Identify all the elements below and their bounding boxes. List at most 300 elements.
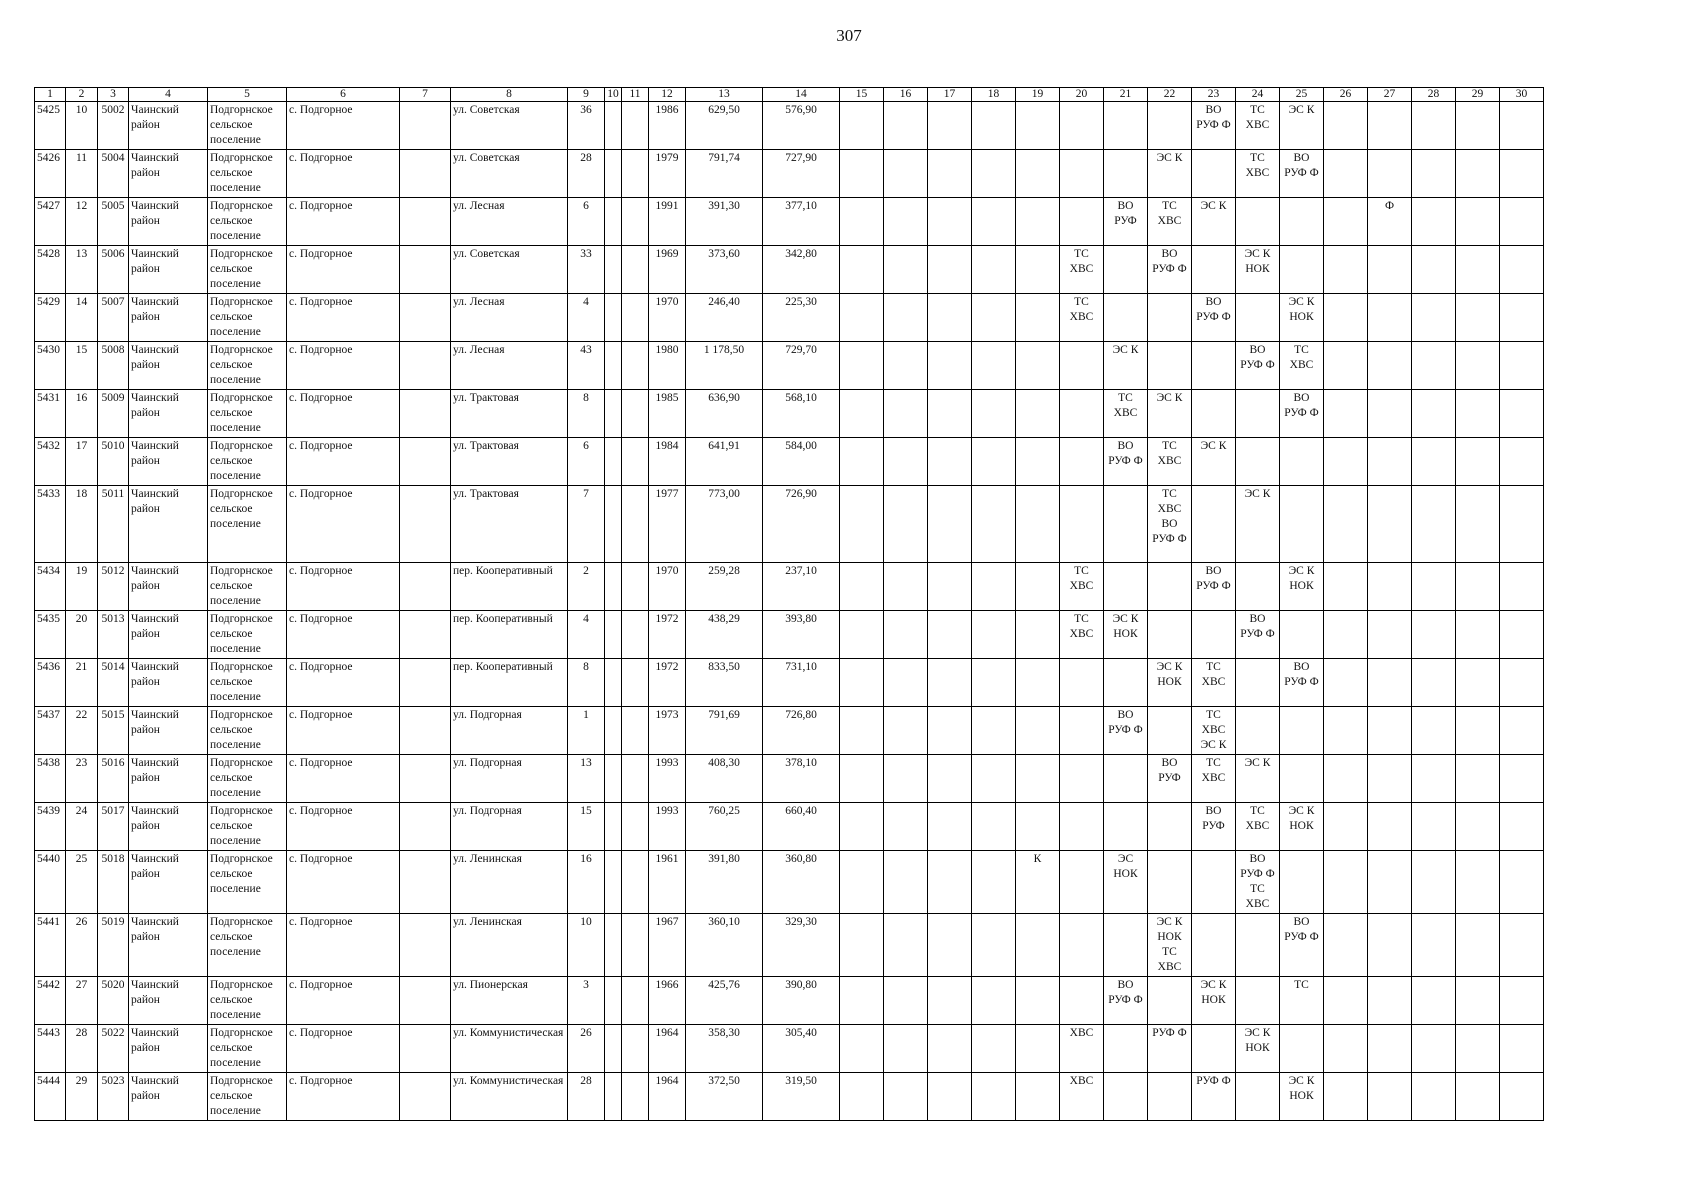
work-mark-cell-17 bbox=[928, 342, 972, 390]
work-mark-cell-23 bbox=[1192, 150, 1236, 198]
street-cell: ул. Лесная bbox=[451, 294, 568, 342]
work-mark-cell-28 bbox=[1412, 755, 1456, 803]
column-header-27: 27 bbox=[1368, 88, 1412, 102]
work-mark-cell-18 bbox=[972, 611, 1016, 659]
work-mark-cell-26 bbox=[1324, 851, 1368, 914]
work-mark-cell-27 bbox=[1368, 246, 1412, 294]
build-year-cell: 1964 bbox=[649, 1073, 686, 1121]
record-number-cell: 5442 bbox=[35, 977, 66, 1025]
locality-cell: с. Подгорное bbox=[287, 198, 400, 246]
work-mark-cell-29 bbox=[1456, 1073, 1500, 1121]
empty-cell bbox=[400, 851, 451, 914]
work-mark-cell-24: ЭС К НОК bbox=[1236, 1025, 1280, 1073]
work-mark-cell-30 bbox=[1500, 198, 1544, 246]
object-code-cell: 5008 bbox=[98, 342, 129, 390]
work-mark-cell-29 bbox=[1456, 851, 1500, 914]
object-code-cell: 5011 bbox=[98, 486, 129, 563]
work-mark-cell-24: ТС ХВС bbox=[1236, 803, 1280, 851]
work-mark-cell-19 bbox=[1016, 246, 1060, 294]
settlement-cell: Подгорнское сельское поселение bbox=[208, 438, 287, 486]
empty-cell bbox=[622, 659, 649, 707]
column-header-11: 11 bbox=[622, 88, 649, 102]
empty-cell bbox=[605, 102, 622, 150]
locality-cell: с. Подгорное bbox=[287, 1073, 400, 1121]
work-mark-cell-27 bbox=[1368, 803, 1412, 851]
row-index-cell: 13 bbox=[66, 246, 98, 294]
work-mark-cell-27 bbox=[1368, 659, 1412, 707]
empty-cell bbox=[605, 246, 622, 294]
house-number-cell: 8 bbox=[568, 390, 605, 438]
work-mark-cell-20 bbox=[1060, 707, 1104, 755]
work-mark-cell-25 bbox=[1280, 438, 1324, 486]
settlement-cell: Подгорнское сельское поселение bbox=[208, 803, 287, 851]
street-cell: ул. Подгорная bbox=[451, 755, 568, 803]
work-mark-cell-21 bbox=[1104, 102, 1148, 150]
work-mark-cell-26 bbox=[1324, 246, 1368, 294]
work-mark-cell-19 bbox=[1016, 198, 1060, 246]
record-number-cell: 5434 bbox=[35, 563, 66, 611]
empty-cell bbox=[622, 1025, 649, 1073]
settlement-cell: Подгорнское сельское поселение bbox=[208, 150, 287, 198]
total-area-cell: 372,50 bbox=[686, 1073, 763, 1121]
work-mark-cell-30 bbox=[1500, 390, 1544, 438]
empty-cell bbox=[622, 611, 649, 659]
build-year-cell: 1980 bbox=[649, 342, 686, 390]
empty-cell bbox=[622, 803, 649, 851]
table-row bbox=[35, 659, 1544, 707]
empty-cell bbox=[400, 390, 451, 438]
district-cell: Чаинский район bbox=[129, 102, 208, 150]
empty-cell bbox=[622, 294, 649, 342]
table-row bbox=[35, 755, 1544, 803]
work-mark-cell-18 bbox=[972, 851, 1016, 914]
empty-cell bbox=[605, 486, 622, 563]
settlement-cell: Подгорнское сельское поселение bbox=[208, 294, 287, 342]
work-mark-cell-30 bbox=[1500, 1025, 1544, 1073]
work-mark-cell-23: ЭС К bbox=[1192, 198, 1236, 246]
work-mark-cell-18 bbox=[972, 294, 1016, 342]
locality-cell: с. Подгорное bbox=[287, 611, 400, 659]
work-mark-cell-23: ТС ХВС bbox=[1192, 755, 1236, 803]
work-mark-cell-17 bbox=[928, 707, 972, 755]
work-mark-cell-30 bbox=[1500, 659, 1544, 707]
work-mark-cell-26 bbox=[1324, 977, 1368, 1025]
street-cell: ул. Лесная bbox=[451, 342, 568, 390]
work-mark-cell-19 bbox=[1016, 342, 1060, 390]
house-number-cell: 8 bbox=[568, 659, 605, 707]
house-number-cell: 26 bbox=[568, 1025, 605, 1073]
column-header-12: 12 bbox=[649, 88, 686, 102]
work-mark-cell-28 bbox=[1412, 659, 1456, 707]
district-cell: Чаинский район bbox=[129, 342, 208, 390]
build-year-cell: 1970 bbox=[649, 294, 686, 342]
total-area-cell: 791,69 bbox=[686, 707, 763, 755]
table-row bbox=[35, 977, 1544, 1025]
living-area-cell: 584,00 bbox=[763, 438, 840, 486]
row-index-cell: 17 bbox=[66, 438, 98, 486]
empty-cell bbox=[605, 707, 622, 755]
locality-cell: с. Подгорное bbox=[287, 390, 400, 438]
work-mark-cell-21 bbox=[1104, 914, 1148, 977]
work-mark-cell-28 bbox=[1412, 102, 1456, 150]
work-mark-cell-17 bbox=[928, 1025, 972, 1073]
settlement-cell: Подгорнское сельское поселение bbox=[208, 1025, 287, 1073]
empty-cell bbox=[400, 486, 451, 563]
living-area-cell: 329,30 bbox=[763, 914, 840, 977]
work-mark-cell-27 bbox=[1368, 1073, 1412, 1121]
work-mark-cell-28 bbox=[1412, 803, 1456, 851]
work-mark-cell-23 bbox=[1192, 1025, 1236, 1073]
house-number-cell: 36 bbox=[568, 102, 605, 150]
work-mark-cell-15 bbox=[840, 977, 884, 1025]
work-mark-cell-29 bbox=[1456, 246, 1500, 294]
object-code-cell: 5007 bbox=[98, 294, 129, 342]
column-header-17: 17 bbox=[928, 88, 972, 102]
record-number-cell: 5439 bbox=[35, 803, 66, 851]
record-number-cell: 5443 bbox=[35, 1025, 66, 1073]
living-area-cell: 576,90 bbox=[763, 102, 840, 150]
total-area-cell: 791,74 bbox=[686, 150, 763, 198]
work-mark-cell-16 bbox=[884, 342, 928, 390]
empty-cell bbox=[605, 977, 622, 1025]
object-code-cell: 5017 bbox=[98, 803, 129, 851]
work-mark-cell-22: ВО РУФ Ф bbox=[1148, 246, 1192, 294]
work-mark-cell-27 bbox=[1368, 611, 1412, 659]
work-mark-cell-20 bbox=[1060, 755, 1104, 803]
living-area-cell: 393,80 bbox=[763, 611, 840, 659]
build-year-cell: 1972 bbox=[649, 659, 686, 707]
work-mark-cell-17 bbox=[928, 102, 972, 150]
work-mark-cell-23: ТС ХВС ЭС К bbox=[1192, 707, 1236, 755]
work-mark-cell-28 bbox=[1412, 390, 1456, 438]
empty-cell bbox=[605, 803, 622, 851]
work-mark-cell-22: ТС ХВС bbox=[1148, 198, 1192, 246]
locality-cell: с. Подгорное bbox=[287, 755, 400, 803]
work-mark-cell-26 bbox=[1324, 486, 1368, 563]
empty-cell bbox=[622, 563, 649, 611]
empty-cell bbox=[400, 198, 451, 246]
work-mark-cell-17 bbox=[928, 563, 972, 611]
work-mark-cell-20 bbox=[1060, 803, 1104, 851]
work-mark-cell-23 bbox=[1192, 342, 1236, 390]
total-area-cell: 259,28 bbox=[686, 563, 763, 611]
table-row bbox=[35, 198, 1544, 246]
empty-cell bbox=[400, 977, 451, 1025]
work-mark-cell-20: ТС ХВС bbox=[1060, 294, 1104, 342]
row-index-cell: 16 bbox=[66, 390, 98, 438]
work-mark-cell-23 bbox=[1192, 246, 1236, 294]
table-row bbox=[35, 390, 1544, 438]
work-mark-cell-17 bbox=[928, 611, 972, 659]
work-mark-cell-26 bbox=[1324, 342, 1368, 390]
work-mark-cell-25: ТС bbox=[1280, 977, 1324, 1025]
total-area-cell: 833,50 bbox=[686, 659, 763, 707]
work-mark-cell-23 bbox=[1192, 611, 1236, 659]
settlement-cell: Подгорнское сельское поселение bbox=[208, 390, 287, 438]
street-cell: ул. Трактовая bbox=[451, 486, 568, 563]
work-mark-cell-24: ВО РУФ Ф bbox=[1236, 342, 1280, 390]
work-mark-cell-22 bbox=[1148, 294, 1192, 342]
work-mark-cell-15 bbox=[840, 851, 884, 914]
work-mark-cell-15 bbox=[840, 198, 884, 246]
work-mark-cell-15 bbox=[840, 102, 884, 150]
work-mark-cell-27 bbox=[1368, 707, 1412, 755]
locality-cell: с. Подгорное bbox=[287, 659, 400, 707]
work-mark-cell-19 bbox=[1016, 914, 1060, 977]
living-area-cell: 360,80 bbox=[763, 851, 840, 914]
work-mark-cell-19 bbox=[1016, 803, 1060, 851]
work-mark-cell-28 bbox=[1412, 342, 1456, 390]
street-cell: пер. Кооперативный bbox=[451, 659, 568, 707]
settlement-cell: Подгорнское сельское поселение bbox=[208, 707, 287, 755]
empty-cell bbox=[400, 294, 451, 342]
district-cell: Чаинский район bbox=[129, 198, 208, 246]
work-mark-cell-26 bbox=[1324, 563, 1368, 611]
work-mark-cell-21 bbox=[1104, 755, 1148, 803]
object-code-cell: 5016 bbox=[98, 755, 129, 803]
work-mark-cell-26 bbox=[1324, 707, 1368, 755]
empty-cell bbox=[400, 755, 451, 803]
work-mark-cell-30 bbox=[1500, 977, 1544, 1025]
empty-cell bbox=[400, 803, 451, 851]
work-mark-cell-24 bbox=[1236, 659, 1280, 707]
settlement-cell: Подгорнское сельское поселение bbox=[208, 246, 287, 294]
row-index-cell: 29 bbox=[66, 1073, 98, 1121]
work-mark-cell-28 bbox=[1412, 851, 1456, 914]
work-mark-cell-30 bbox=[1500, 563, 1544, 611]
work-mark-cell-29 bbox=[1456, 707, 1500, 755]
empty-cell bbox=[622, 438, 649, 486]
work-mark-cell-18 bbox=[972, 563, 1016, 611]
locality-cell: с. Подгорное bbox=[287, 438, 400, 486]
work-mark-cell-21: ВО РУФ bbox=[1104, 198, 1148, 246]
empty-cell bbox=[622, 486, 649, 563]
district-cell: Чаинский район bbox=[129, 755, 208, 803]
work-mark-cell-17 bbox=[928, 659, 972, 707]
work-mark-cell-15 bbox=[840, 1073, 884, 1121]
object-code-cell: 5023 bbox=[98, 1073, 129, 1121]
work-mark-cell-17 bbox=[928, 246, 972, 294]
street-cell: ул. Подгорная bbox=[451, 707, 568, 755]
work-mark-cell-25 bbox=[1280, 198, 1324, 246]
work-mark-cell-26 bbox=[1324, 611, 1368, 659]
empty-cell bbox=[400, 611, 451, 659]
work-mark-cell-18 bbox=[972, 438, 1016, 486]
work-mark-cell-25: ЭС К НОК bbox=[1280, 1073, 1324, 1121]
work-mark-cell-25 bbox=[1280, 707, 1324, 755]
work-mark-cell-16 bbox=[884, 611, 928, 659]
work-mark-cell-26 bbox=[1324, 803, 1368, 851]
work-mark-cell-28 bbox=[1412, 1025, 1456, 1073]
empty-cell bbox=[400, 342, 451, 390]
house-number-cell: 4 bbox=[568, 294, 605, 342]
work-mark-cell-26 bbox=[1324, 914, 1368, 977]
total-area-cell: 636,90 bbox=[686, 390, 763, 438]
table-row bbox=[35, 102, 1544, 150]
row-index-cell: 12 bbox=[66, 198, 98, 246]
empty-cell bbox=[605, 611, 622, 659]
total-area-cell: 391,30 bbox=[686, 198, 763, 246]
row-index-cell: 22 bbox=[66, 707, 98, 755]
district-cell: Чаинский район bbox=[129, 1025, 208, 1073]
work-mark-cell-18 bbox=[972, 914, 1016, 977]
work-mark-cell-20 bbox=[1060, 150, 1104, 198]
object-code-cell: 5013 bbox=[98, 611, 129, 659]
row-index-cell: 27 bbox=[66, 977, 98, 1025]
empty-cell bbox=[605, 659, 622, 707]
work-mark-cell-28 bbox=[1412, 1073, 1456, 1121]
work-mark-cell-21 bbox=[1104, 1025, 1148, 1073]
empty-cell bbox=[622, 150, 649, 198]
work-mark-cell-24: ЭС К НОК bbox=[1236, 246, 1280, 294]
work-mark-cell-18 bbox=[972, 150, 1016, 198]
work-mark-cell-27 bbox=[1368, 150, 1412, 198]
work-mark-cell-27 bbox=[1368, 563, 1412, 611]
work-mark-cell-28 bbox=[1412, 150, 1456, 198]
total-area-cell: 408,30 bbox=[686, 755, 763, 803]
work-mark-cell-15 bbox=[840, 246, 884, 294]
work-mark-cell-26 bbox=[1324, 438, 1368, 486]
row-index-cell: 21 bbox=[66, 659, 98, 707]
column-header-19: 19 bbox=[1016, 88, 1060, 102]
column-header-2: 2 bbox=[66, 88, 98, 102]
work-mark-cell-25 bbox=[1280, 755, 1324, 803]
house-number-cell: 15 bbox=[568, 803, 605, 851]
work-mark-cell-18 bbox=[972, 342, 1016, 390]
column-header-5: 5 bbox=[208, 88, 287, 102]
work-mark-cell-22: ЭС К bbox=[1148, 150, 1192, 198]
object-code-cell: 5018 bbox=[98, 851, 129, 914]
work-mark-cell-30 bbox=[1500, 914, 1544, 977]
work-mark-cell-29 bbox=[1456, 390, 1500, 438]
house-number-cell: 16 bbox=[568, 851, 605, 914]
object-code-cell: 5010 bbox=[98, 438, 129, 486]
house-number-cell: 2 bbox=[568, 563, 605, 611]
work-mark-cell-30 bbox=[1500, 294, 1544, 342]
work-mark-cell-28 bbox=[1412, 294, 1456, 342]
object-code-cell: 5020 bbox=[98, 977, 129, 1025]
row-index-cell: 26 bbox=[66, 914, 98, 977]
work-mark-cell-25: ВО РУФ Ф bbox=[1280, 914, 1324, 977]
empty-cell bbox=[400, 438, 451, 486]
work-mark-cell-19 bbox=[1016, 611, 1060, 659]
empty-cell bbox=[622, 707, 649, 755]
record-number-cell: 5433 bbox=[35, 486, 66, 563]
district-cell: Чаинский район bbox=[129, 150, 208, 198]
table-row bbox=[35, 246, 1544, 294]
work-mark-cell-22 bbox=[1148, 977, 1192, 1025]
street-cell: ул. Подгорная bbox=[451, 803, 568, 851]
work-mark-cell-23 bbox=[1192, 390, 1236, 438]
work-mark-cell-25 bbox=[1280, 1025, 1324, 1073]
work-mark-cell-28 bbox=[1412, 438, 1456, 486]
work-mark-cell-19 bbox=[1016, 977, 1060, 1025]
work-mark-cell-27 bbox=[1368, 342, 1412, 390]
house-number-cell: 4 bbox=[568, 611, 605, 659]
total-area-cell: 438,29 bbox=[686, 611, 763, 659]
work-mark-cell-30 bbox=[1500, 102, 1544, 150]
work-mark-cell-17 bbox=[928, 977, 972, 1025]
empty-cell bbox=[605, 914, 622, 977]
work-mark-cell-22 bbox=[1148, 102, 1192, 150]
settlement-cell: Подгорнское сельское поселение bbox=[208, 102, 287, 150]
locality-cell: с. Подгорное bbox=[287, 342, 400, 390]
empty-cell bbox=[605, 438, 622, 486]
work-mark-cell-25: ТС ХВС bbox=[1280, 342, 1324, 390]
row-index-cell: 19 bbox=[66, 563, 98, 611]
living-area-cell: 731,10 bbox=[763, 659, 840, 707]
work-mark-cell-29 bbox=[1456, 486, 1500, 563]
work-mark-cell-19: К bbox=[1016, 851, 1060, 914]
house-number-cell: 7 bbox=[568, 486, 605, 563]
locality-cell: с. Подгорное bbox=[287, 102, 400, 150]
work-mark-cell-24 bbox=[1236, 563, 1280, 611]
work-mark-cell-27 bbox=[1368, 851, 1412, 914]
work-mark-cell-20 bbox=[1060, 198, 1104, 246]
empty-cell bbox=[622, 246, 649, 294]
work-mark-cell-19 bbox=[1016, 563, 1060, 611]
work-mark-cell-25: ЭС К bbox=[1280, 102, 1324, 150]
object-code-cell: 5015 bbox=[98, 707, 129, 755]
work-mark-cell-22: ТС ХВС ВО РУФ Ф bbox=[1148, 486, 1192, 563]
work-mark-cell-20: ХВС bbox=[1060, 1073, 1104, 1121]
work-mark-cell-30 bbox=[1500, 438, 1544, 486]
build-year-cell: 1984 bbox=[649, 438, 686, 486]
total-area-cell: 760,25 bbox=[686, 803, 763, 851]
column-header-25: 25 bbox=[1280, 88, 1324, 102]
column-header-28: 28 bbox=[1412, 88, 1456, 102]
work-mark-cell-15 bbox=[840, 659, 884, 707]
total-area-cell: 373,60 bbox=[686, 246, 763, 294]
work-mark-cell-16 bbox=[884, 914, 928, 977]
total-area-cell: 773,00 bbox=[686, 486, 763, 563]
work-mark-cell-16 bbox=[884, 246, 928, 294]
locality-cell: с. Подгорное bbox=[287, 851, 400, 914]
work-mark-cell-15 bbox=[840, 755, 884, 803]
empty-cell bbox=[400, 1073, 451, 1121]
work-mark-cell-23 bbox=[1192, 914, 1236, 977]
empty-cell bbox=[622, 851, 649, 914]
table-row bbox=[35, 851, 1544, 914]
build-year-cell: 1964 bbox=[649, 1025, 686, 1073]
street-cell: ул. Трактовая bbox=[451, 438, 568, 486]
district-cell: Чаинский район bbox=[129, 977, 208, 1025]
work-mark-cell-19 bbox=[1016, 390, 1060, 438]
work-mark-cell-24: ТС ХВС bbox=[1236, 102, 1280, 150]
work-mark-cell-16 bbox=[884, 803, 928, 851]
house-number-cell: 28 bbox=[568, 1073, 605, 1121]
work-mark-cell-29 bbox=[1456, 611, 1500, 659]
record-number-cell: 5428 bbox=[35, 246, 66, 294]
empty-cell bbox=[622, 342, 649, 390]
empty-cell bbox=[400, 563, 451, 611]
district-cell: Чаинский район bbox=[129, 486, 208, 563]
work-mark-cell-21: ЭС К bbox=[1104, 342, 1148, 390]
column-header-21: 21 bbox=[1104, 88, 1148, 102]
work-mark-cell-22: ЭС К НОК ТС ХВС bbox=[1148, 914, 1192, 977]
column-header-16: 16 bbox=[884, 88, 928, 102]
living-area-cell: 305,40 bbox=[763, 1025, 840, 1073]
work-mark-cell-27 bbox=[1368, 102, 1412, 150]
work-mark-cell-16 bbox=[884, 851, 928, 914]
empty-cell bbox=[605, 342, 622, 390]
living-area-cell: 237,10 bbox=[763, 563, 840, 611]
work-mark-cell-20 bbox=[1060, 659, 1104, 707]
empty-cell bbox=[605, 563, 622, 611]
record-number-cell: 5432 bbox=[35, 438, 66, 486]
work-mark-cell-26 bbox=[1324, 102, 1368, 150]
empty-cell bbox=[605, 1073, 622, 1121]
